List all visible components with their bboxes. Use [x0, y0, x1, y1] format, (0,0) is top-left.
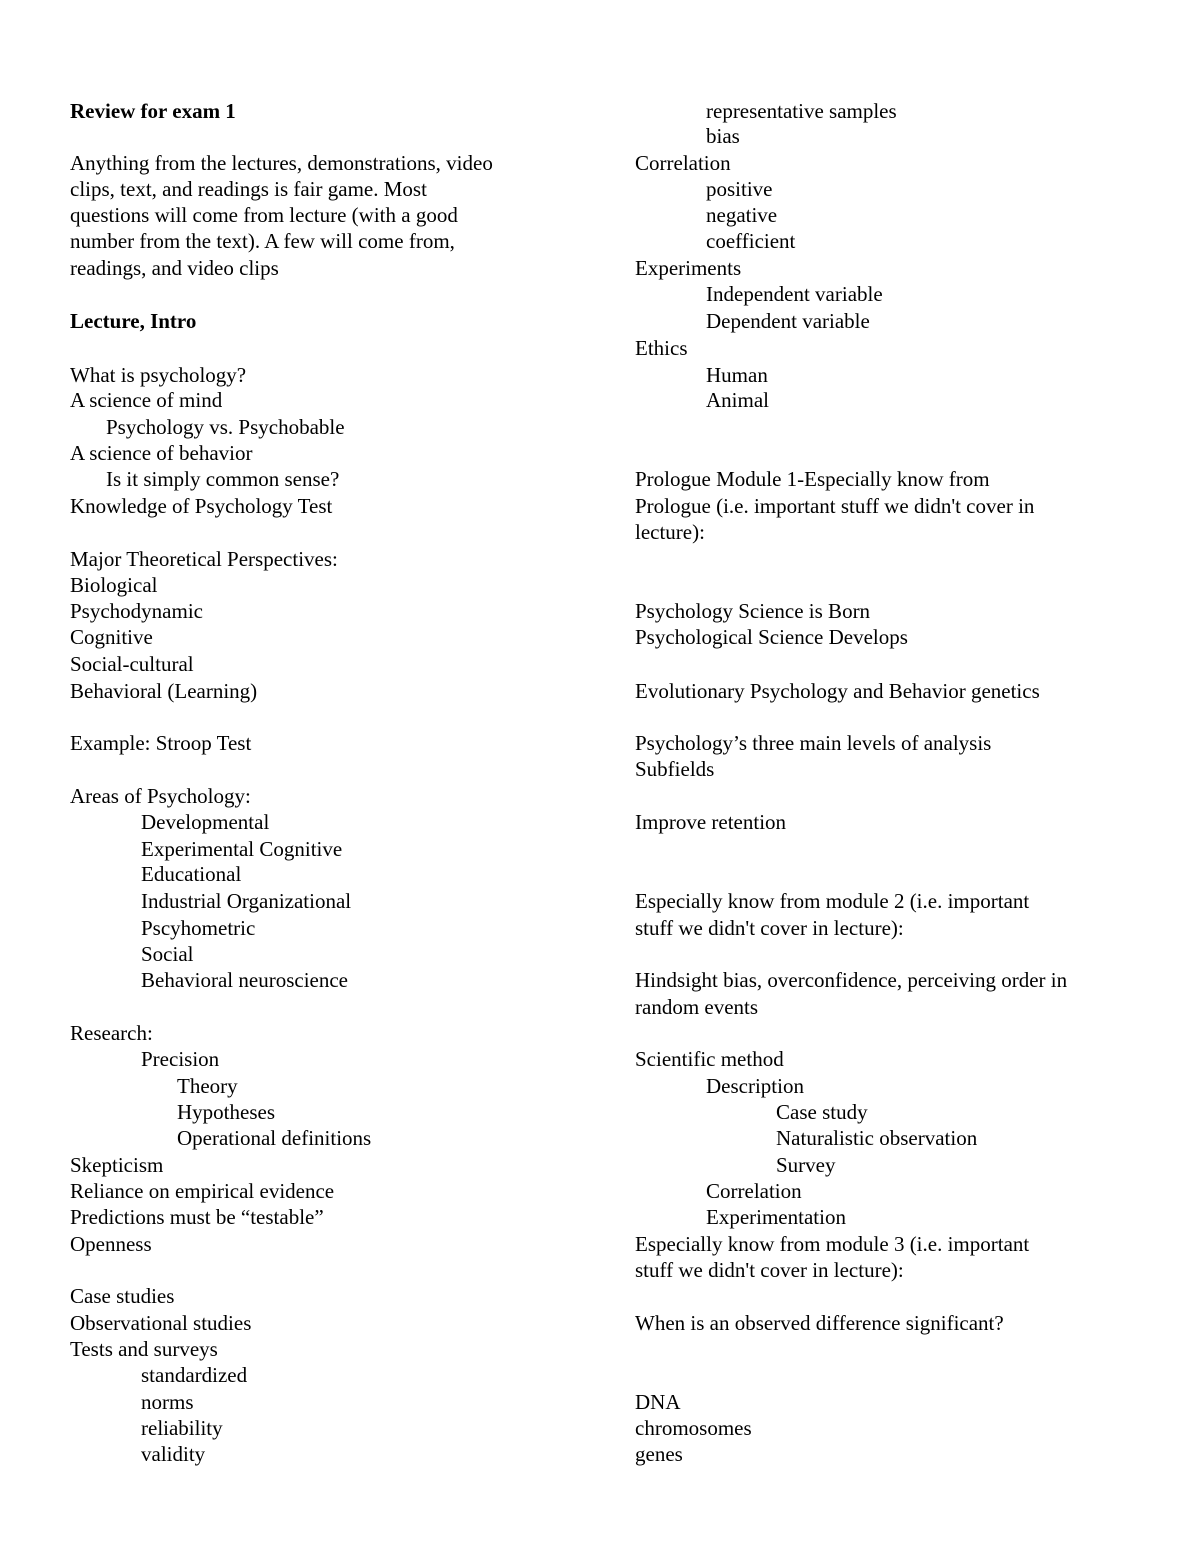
outline-item: Theory — [177, 1074, 238, 1098]
outline-item: Behavioral (Learning) — [70, 679, 258, 703]
outline-item: Pscyhometric — [141, 916, 256, 940]
outline-item: Improve retention — [635, 810, 787, 834]
outline-item: Research: — [70, 1021, 153, 1045]
outline-item: random events — [635, 995, 759, 1019]
outline-item: Psychological Science Develops — [635, 625, 908, 649]
outline-item: A science of mind — [70, 388, 223, 412]
outline-item: Industrial Organizational — [141, 889, 352, 913]
outline-item: Precision — [141, 1047, 220, 1071]
outline-item: Major Theoretical Perspectives: — [70, 547, 338, 571]
outline-item: Psychology vs. Psychobable — [106, 415, 345, 439]
outline-item: genes — [635, 1442, 683, 1466]
section-heading: Lecture, Intro — [70, 309, 197, 333]
outline-item: Naturalistic observation — [776, 1126, 978, 1150]
outline-item: representative samples — [706, 99, 897, 123]
outline-item: Social — [141, 942, 194, 966]
intro-line: Anything from the lectures, demonstrations, video — [70, 151, 493, 175]
outline-item: Knowledge of Psychology Test — [70, 494, 333, 518]
outline-item: Dependent variable — [706, 309, 870, 333]
outline-item: Case study — [776, 1100, 868, 1124]
outline-item: Skepticism — [70, 1153, 164, 1177]
outline-item: What is psychology? — [70, 363, 247, 387]
outline-item: Tests and surveys — [70, 1337, 218, 1361]
outline-item: Cognitive — [70, 625, 153, 649]
outline-item: Experimental Cognitive — [141, 837, 343, 861]
outline-item: Experimentation — [706, 1205, 846, 1229]
outline-item: Is it simply common sense? — [106, 467, 340, 491]
outline-item: Evolutionary Psychology and Behavior genetics — [635, 679, 1040, 703]
outline-item: Observational studies — [70, 1311, 252, 1335]
outline-item: Prologue Module 1-Especially know from — [635, 467, 990, 491]
outline-item: Subfields — [635, 757, 715, 781]
outline-item: bias — [706, 124, 740, 148]
outline-item: Hindsight bias, overconfidence, perceiving order in — [635, 968, 1068, 992]
outline-item: positive — [706, 177, 773, 201]
outline-item: standardized — [141, 1363, 248, 1387]
outline-item: chromosomes — [635, 1416, 752, 1440]
outline-item: coefficient — [706, 229, 796, 253]
outline-item: Case studies — [70, 1284, 175, 1308]
intro-line: number from the text). A few will come from, — [70, 229, 455, 253]
outline-item: Ethics — [635, 336, 688, 360]
outline-item: Operational definitions — [177, 1126, 372, 1150]
outline-item: reliability — [141, 1416, 223, 1440]
outline-item: Scientific method — [635, 1047, 784, 1071]
outline-item: DNA — [635, 1390, 681, 1414]
outline-item: Independent variable — [706, 282, 883, 306]
outline-item: Behavioral neuroscience — [141, 968, 348, 992]
outline-item: lecture): — [635, 520, 705, 544]
outline-item: Especially know from module 2 (i.e. important — [635, 889, 1030, 913]
outline-item: validity — [141, 1442, 206, 1466]
outline-item: Psychodynamic — [70, 599, 203, 623]
outline-item: Prologue (i.e. important stuff we didn't cover in — [635, 494, 1035, 518]
outline-item: Hypotheses — [177, 1100, 275, 1124]
outline-item: Reliance on empirical evidence — [70, 1179, 335, 1203]
outline-item: Developmental — [141, 810, 270, 834]
outline-item: stuff we didn't cover in lecture): — [635, 916, 904, 940]
outline-item: Areas of Psychology: — [70, 784, 251, 808]
intro-line: questions will come from lecture (with a good — [70, 203, 458, 227]
doc-title: Review for exam 1 — [70, 99, 236, 123]
outline-item: Psychology’s three main levels of analysis — [635, 731, 992, 755]
outline-item: Experiments — [635, 256, 742, 280]
outline-item: Biological — [70, 573, 158, 597]
outline-item: Psychology Science is Born — [635, 599, 871, 623]
outline-item: Human — [706, 363, 768, 387]
outline-item: Educational — [141, 862, 242, 886]
outline-item: Especially know from module 3 (i.e. important — [635, 1232, 1030, 1256]
outline-item: Description — [706, 1074, 804, 1098]
outline-item: Correlation — [635, 151, 731, 175]
outline-item: Predictions must be “testable” — [70, 1205, 324, 1229]
outline-item: A science of behavior — [70, 441, 253, 465]
outline-item: Openness — [70, 1232, 152, 1256]
outline-item: When is an observed difference significant? — [635, 1311, 1004, 1335]
outline-item: stuff we didn't cover in lecture): — [635, 1258, 904, 1282]
outline-item: Animal — [706, 388, 769, 412]
outline-item: norms — [141, 1390, 194, 1414]
outline-item: Social-cultural — [70, 652, 194, 676]
intro-line: clips, text, and readings is fair game. Most — [70, 177, 427, 201]
intro-line: readings, and video clips — [70, 256, 279, 280]
outline-item: Survey — [776, 1153, 836, 1177]
outline-item: Correlation — [706, 1179, 802, 1203]
outline-item: Example: Stroop Test — [70, 731, 252, 755]
outline-item: negative — [706, 203, 778, 227]
